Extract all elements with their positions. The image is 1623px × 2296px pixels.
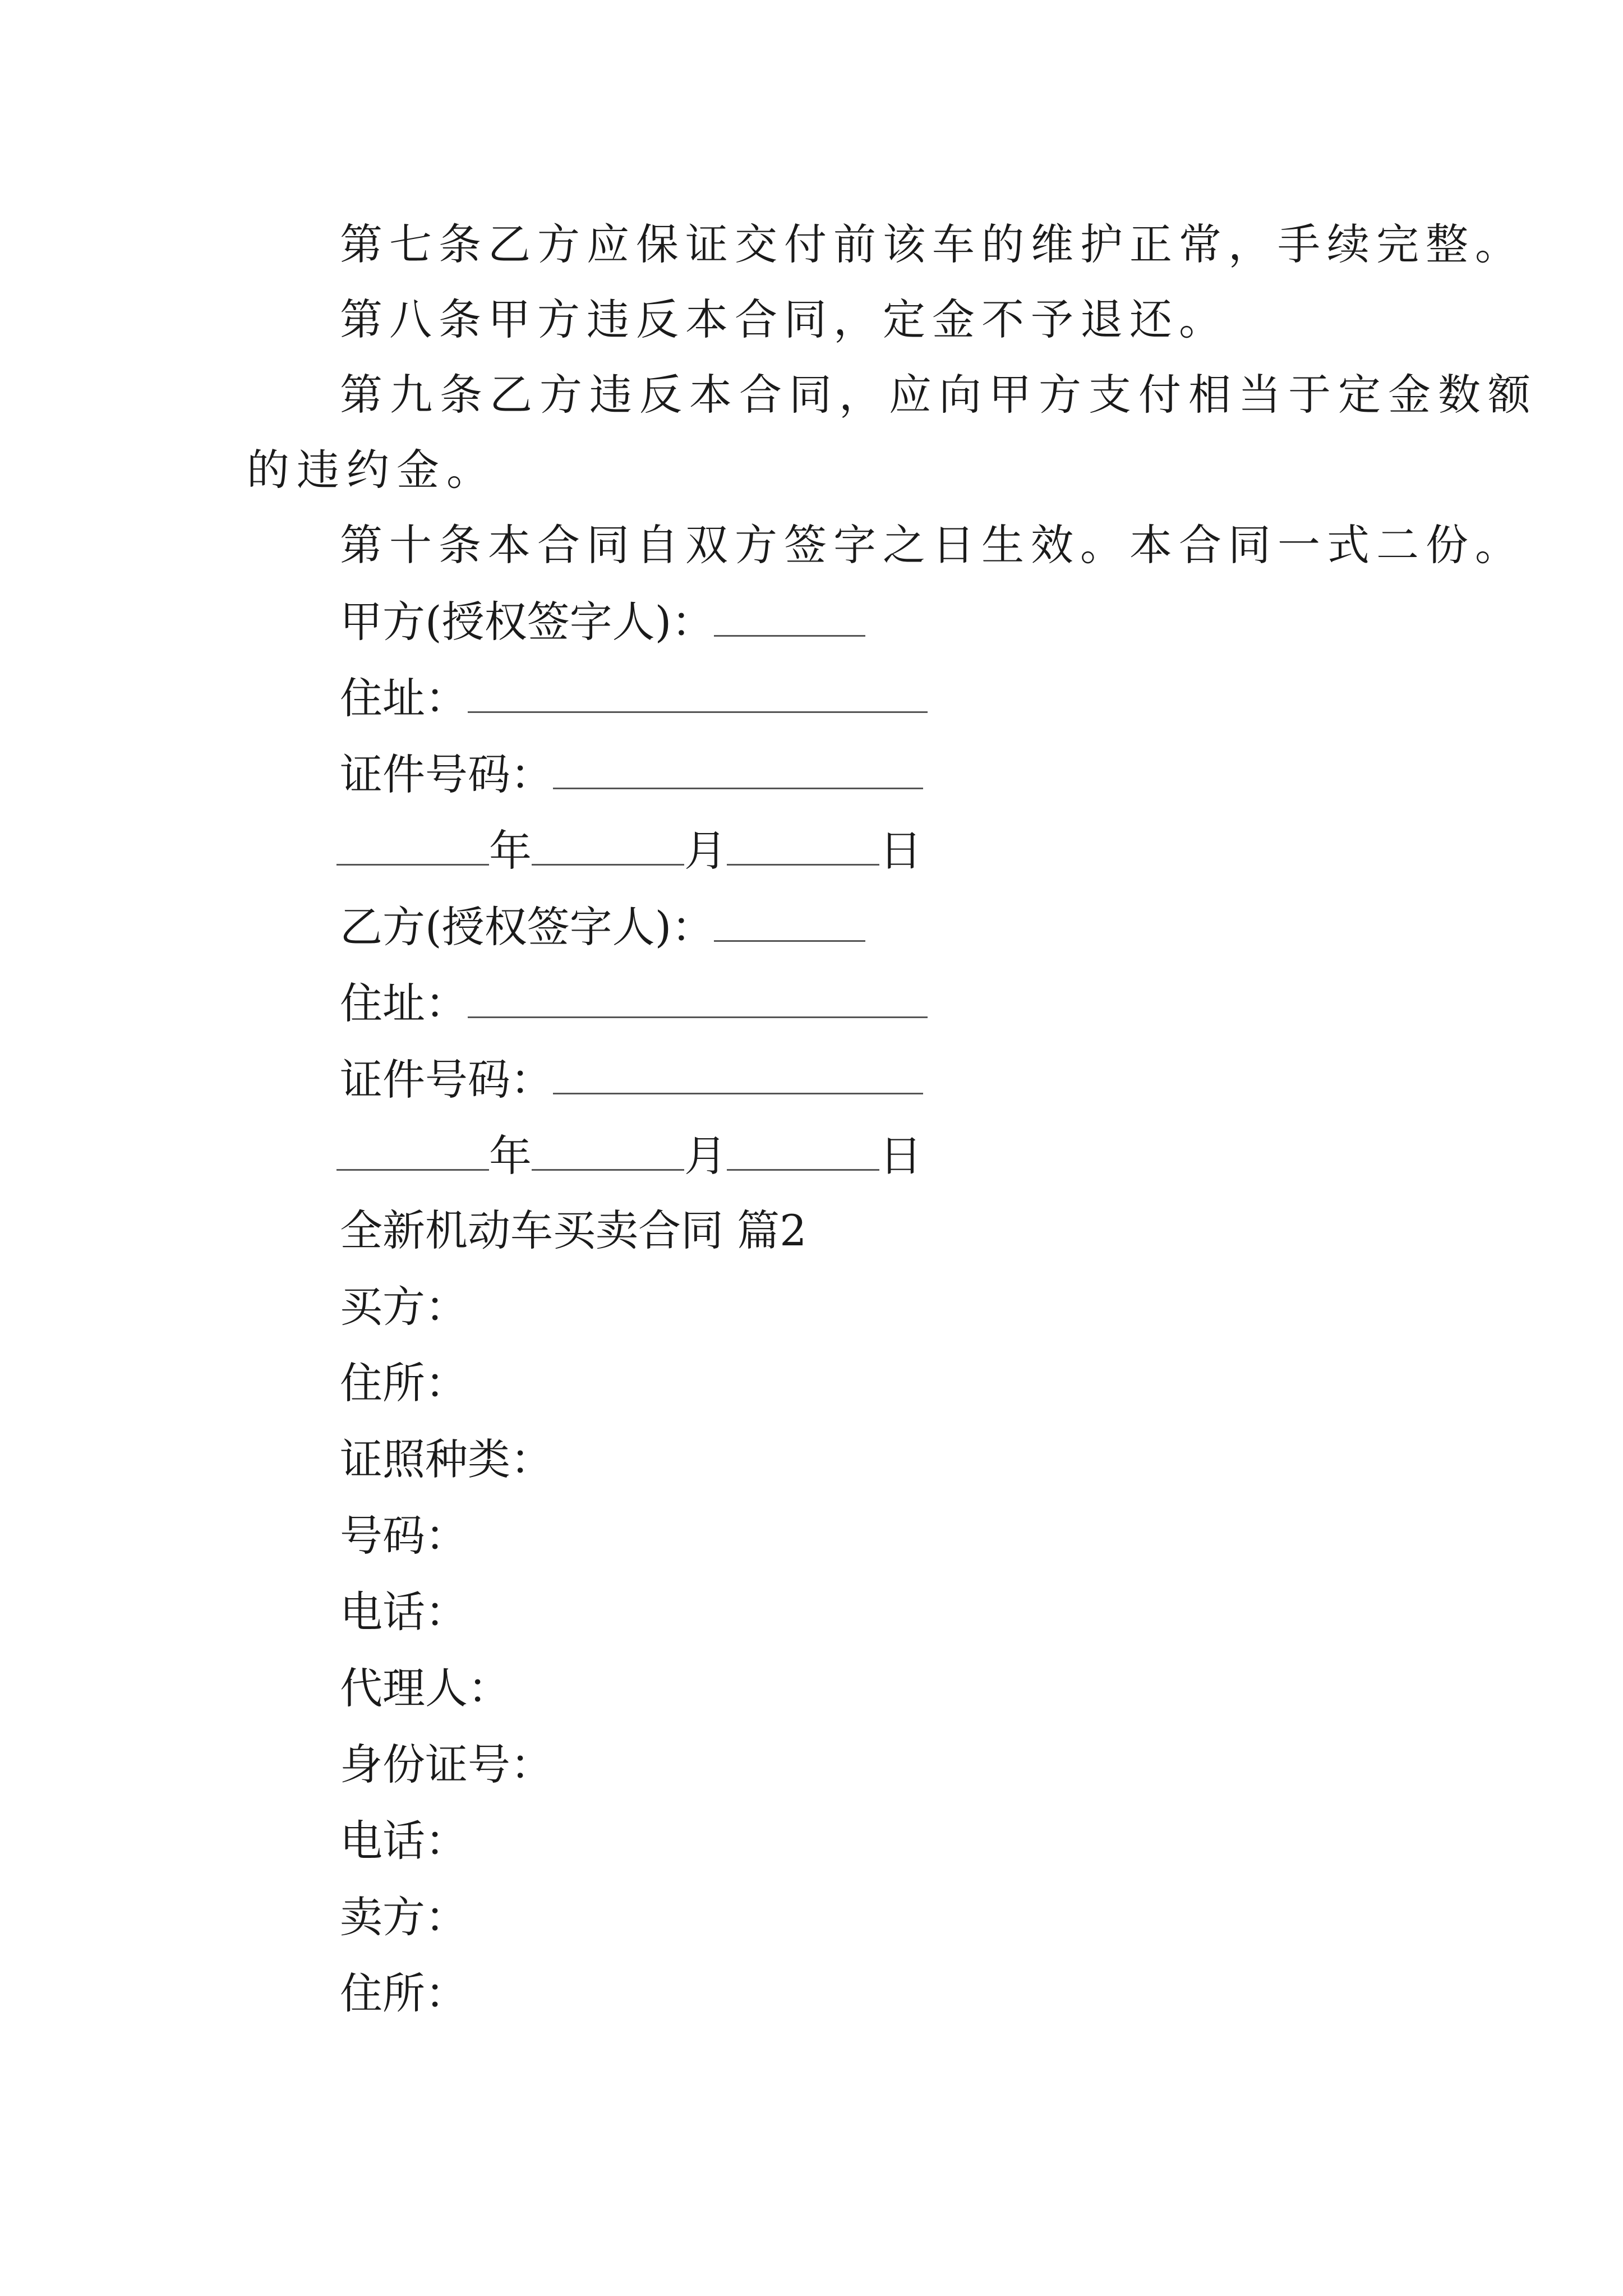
id-number-label: 身份证号： bbox=[340, 1740, 553, 1789]
buyer-residence-label: 住所： bbox=[340, 1358, 468, 1408]
party-b-year-blank[interactable] bbox=[336, 1133, 489, 1171]
seller-residence-label: 住所： bbox=[340, 1968, 468, 2018]
party-b-signatory-blank[interactable] bbox=[714, 904, 865, 942]
party-a-address bbox=[340, 673, 928, 723]
party-a-address-blank[interactable] bbox=[468, 675, 928, 713]
party-b-address bbox=[340, 978, 928, 1028]
party-a-id-label: 证件号码： bbox=[340, 749, 553, 799]
party-a-month-label: 月 bbox=[684, 826, 727, 876]
party-b-year-label: 年 bbox=[489, 1131, 532, 1181]
party-a-id bbox=[340, 749, 923, 799]
phone-label: 电话： bbox=[340, 1587, 468, 1637]
party-b-signatory bbox=[340, 902, 865, 952]
party-b-id-blank[interactable] bbox=[553, 1057, 923, 1094]
number-label: 号码： bbox=[340, 1511, 468, 1561]
agent-phone-label: 电话： bbox=[340, 1816, 468, 1866]
party-b-id bbox=[340, 1055, 923, 1105]
section-2-title: 全新机动车买卖合同 篇2 bbox=[340, 1205, 807, 1255]
clause-7: 第七条乙方应保证交付前该车的维护正常，手续完整。 bbox=[340, 219, 1524, 269]
seller-label: 卖方： bbox=[340, 1892, 468, 1942]
party-a-address-label: 住址： bbox=[340, 673, 468, 723]
clause-8: 第八条甲方违反本合同，定金不予退还。 bbox=[340, 295, 1228, 344]
party-a-year-label: 年 bbox=[489, 826, 532, 876]
license-type-label: 证照种类： bbox=[340, 1434, 553, 1484]
party-b-month-label: 月 bbox=[684, 1131, 727, 1181]
party-b-date bbox=[336, 1131, 922, 1181]
party-a-day-blank[interactable] bbox=[727, 828, 879, 866]
buyer-label: 买方： bbox=[340, 1282, 468, 1332]
party-a-day-label: 日 bbox=[879, 826, 922, 876]
party-b-address-blank[interactable] bbox=[468, 981, 928, 1018]
party-b-day-label: 日 bbox=[879, 1131, 922, 1181]
party-b-day-blank[interactable] bbox=[727, 1133, 879, 1171]
party-a-month-blank[interactable] bbox=[532, 828, 684, 866]
party-a-date bbox=[336, 826, 922, 876]
clause-10: 第十条本合同自双方签字之日生效。本合同一式二份。 bbox=[340, 520, 1524, 570]
party-a-year-blank[interactable] bbox=[336, 828, 489, 866]
party-b-id-label: 证件号码： bbox=[340, 1055, 553, 1105]
party-a-signatory bbox=[340, 597, 865, 647]
agent-label: 代理人： bbox=[340, 1663, 510, 1713]
party-a-id-blank[interactable] bbox=[553, 752, 923, 789]
party-b-signatory-label: 乙方(授权签字人)： bbox=[340, 902, 714, 952]
clause-9-line-1: 第九条乙方违反本合同，应向甲方支付相当于定金数额 bbox=[340, 370, 1538, 420]
party-a-signatory-label: 甲方(授权签字人)： bbox=[340, 597, 714, 647]
party-a-signatory-blank[interactable] bbox=[714, 599, 865, 637]
clause-9-line-2: 的违约金。 bbox=[247, 445, 496, 495]
party-b-address-label: 住址： bbox=[340, 978, 468, 1028]
party-b-month-blank[interactable] bbox=[532, 1133, 684, 1171]
